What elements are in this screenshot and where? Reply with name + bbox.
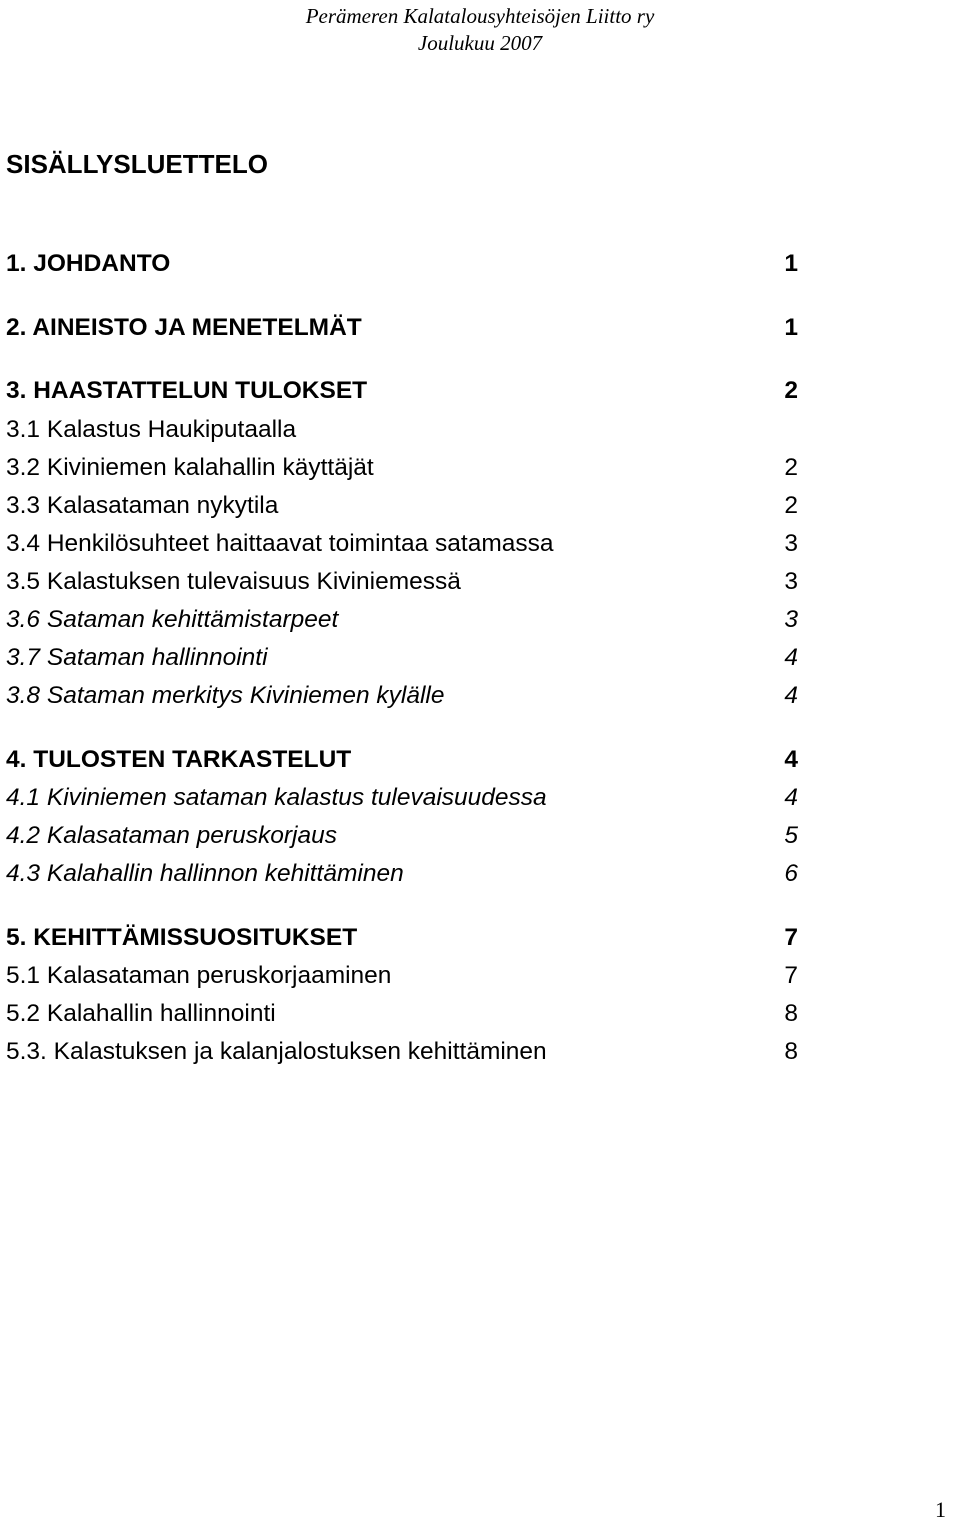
toc-entry-text: 3.1 Kalastus Haukiputaalla <box>6 416 297 443</box>
toc-entry-4-3[interactable] <box>6 859 801 889</box>
toc-entry-page: 8 <box>784 1038 798 1065</box>
toc-entry-3-8[interactable] <box>6 681 801 711</box>
toc-entry-3-2[interactable] <box>6 453 801 483</box>
toc-entry-text: 5.3. Kalastuksen ja kalanjalostuksen kehittäminen <box>6 1038 547 1065</box>
toc-entry-page: 4 <box>784 784 798 811</box>
toc-entry-2[interactable] <box>6 313 801 343</box>
toc-entry-text: 5.2 Kalahallin hallinnointi <box>6 1000 276 1027</box>
toc-entry-text: 4.3 Kalahallin hallinnon kehittäminen <box>6 860 404 887</box>
toc-entry-3-1[interactable] <box>6 415 801 445</box>
footer-page-number: 1 <box>935 1497 946 1522</box>
toc-entry-3[interactable] <box>6 376 801 406</box>
toc-entry-page: 3 <box>784 568 798 595</box>
toc-entry-page: 1 <box>784 314 798 341</box>
toc-entry-page: 2 <box>784 492 798 519</box>
toc-entry-4-2[interactable] <box>6 821 801 851</box>
toc-entry-3-7[interactable] <box>6 643 801 673</box>
toc-entry-5-1[interactable] <box>6 961 801 991</box>
toc-entry-5-2[interactable] <box>6 999 801 1029</box>
toc-entry-text: 3. HAASTATTELUN TULOKSET <box>6 377 368 404</box>
header-date: Joulukuu 2007 <box>417 31 543 55</box>
toc-entry-text: 3.3 Kalasataman nykytila <box>6 492 279 519</box>
toc-entry-3-3[interactable] <box>6 491 801 521</box>
toc-entry-page: 5 <box>784 822 798 849</box>
header-organization: Perämeren Kalatalousyhteisöjen Liitto ry <box>305 4 655 28</box>
toc-entry-text: 4.1 Kiviniemen sataman kalastus tulevaisuudessa <box>6 784 547 811</box>
toc-entry-text: 3.6 Sataman kehittämistarpeet <box>6 606 339 633</box>
toc-entry-5[interactable] <box>6 923 801 953</box>
toc-entry-3-4[interactable] <box>6 529 801 559</box>
toc-entry-text: 5. KEHITTÄMISSUOSITUKSET <box>6 924 358 951</box>
toc-entry-page: 2 <box>784 454 798 481</box>
toc-entry-text: 5.1 Kalasataman peruskorjaaminen <box>6 962 392 989</box>
toc-entry-page: 2 <box>784 377 798 404</box>
toc-entry-1[interactable] <box>6 249 801 279</box>
toc-entry-page: 6 <box>784 860 798 887</box>
toc-entry-text: 2. AINEISTO JA MENETELMÄT <box>6 314 362 341</box>
toc-entry-text: 3.2 Kiviniemen kalahallin käyttäjät <box>6 454 374 481</box>
toc-entry-page: 8 <box>784 1000 798 1027</box>
toc-entry-3-6[interactable] <box>6 605 801 635</box>
toc-entry-page: 7 <box>784 962 798 989</box>
toc-entry-3-5[interactable] <box>6 567 801 597</box>
toc-entry-page: 3 <box>784 530 798 557</box>
toc-entry-text: 1. JOHDANTO <box>6 250 171 277</box>
toc-entry-page: 4 <box>784 682 798 709</box>
toc-entry-text: 4. TULOSTEN TARKASTELUT <box>6 746 352 773</box>
toc-entry-page: 3 <box>784 606 798 633</box>
toc-entry-page: 7 <box>784 924 798 951</box>
toc-entry-text: 4.2 Kalasataman peruskorjaus <box>6 822 337 849</box>
toc-entry-text: 3.7 Sataman hallinnointi <box>6 644 268 671</box>
toc-entry-text: 3.8 Sataman merkitys Kiviniemen kylälle <box>6 682 445 709</box>
toc-entry-text: 3.4 Henkilösuhteet haittaavat toimintaa satamassa <box>6 530 554 557</box>
toc-entry-text: 3.5 Kalastuksen tulevaisuus Kiviniemessä <box>6 568 461 595</box>
toc-entry-page: 4 <box>784 746 798 773</box>
toc-entry-4[interactable] <box>6 745 801 775</box>
toc-entry-page: 1 <box>784 250 798 277</box>
toc-entry-5-3[interactable] <box>6 1037 801 1067</box>
toc-entry-4-1[interactable] <box>6 783 801 813</box>
toc-title: SISÄLLYSLUETTELO <box>6 149 268 179</box>
toc-entry-page: 4 <box>784 644 798 671</box>
